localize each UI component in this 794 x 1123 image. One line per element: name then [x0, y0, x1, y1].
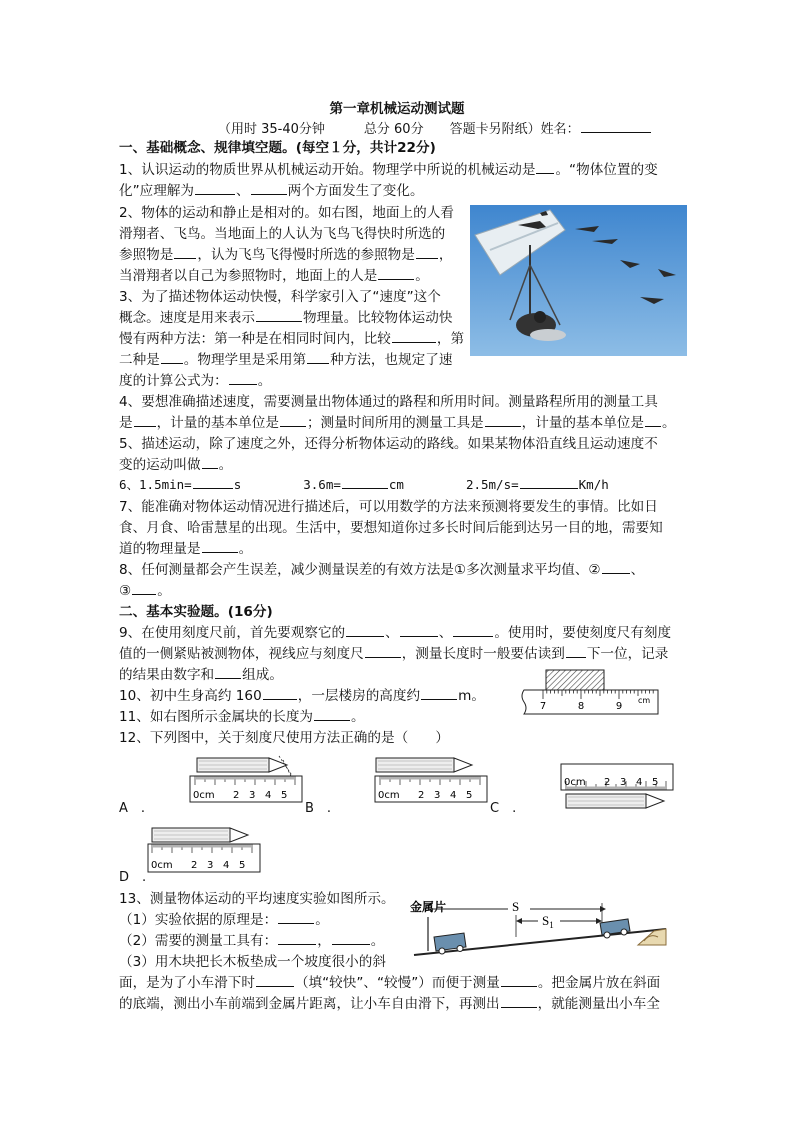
- option-b-ruler-label-3: 3: [434, 790, 441, 801]
- option-a-ruler-zero-label: 0cm: [193, 790, 215, 801]
- q13-line-1: 13、测量物体运动的平均速度实验如图所示。: [119, 891, 395, 907]
- q13-line-3: （2）需要的测量工具有： ， 。: [119, 933, 385, 949]
- q1-line-2: 化”应理解为 、 两个方面发生了变化。: [119, 183, 424, 199]
- option-b-figure: [372, 756, 490, 806]
- option-d-figure: [148, 826, 266, 876]
- metal-piece-label: 金属片: [410, 900, 447, 914]
- page-subtitle: （用时 35-40分钟 总分 60分 答题卡另附纸）姓名：: [218, 118, 652, 137]
- q2-line-1: 2、物体的运动和静止是相对的。如右图，地面上的人看: [119, 205, 454, 221]
- q7-line-2: 食、月食、哈雷慧星的出现。生活中，要想知道你过多长时间后能到达另一目的地，需要知: [119, 520, 663, 536]
- option-b-ruler-zero-label: 0cm: [378, 790, 400, 801]
- q8-line-1: 8、任何测量都会产生误差，减少测量误差的有效方法是①多次测量求平均值、② 、: [119, 562, 645, 578]
- ruler-label-8: 8: [577, 701, 585, 712]
- q13-line-5: 面，是为了小车滑下时 （填“较快”、“较慢”）而便于测量 。把金属片放在斜面: [119, 975, 661, 991]
- option-c-ruler-label-2: 2: [604, 777, 611, 788]
- metal-block-ruler-figure: [522, 668, 664, 726]
- q3-line-1: 3、为了描述物体运动快慢，科学家引入了“速度”这个: [119, 289, 441, 305]
- q4-line-1: 4、要想准确描述速度，需要测量出物体通过的路程和所用时间。测量路程所用的测量工具: [119, 394, 658, 410]
- option-d-label[interactable]: D .: [119, 870, 147, 885]
- option-c-ruler-label-3: 3: [620, 777, 627, 788]
- q2-line-2: 滑翔者、飞鸟。当地面上的人认为飞鸟飞得快时所选的: [119, 226, 446, 242]
- option-c-ruler-zero-label: 0cm: [564, 777, 586, 788]
- q6-line: 6、1.5min= s 3.6m= cm 2.5m/s= Km/h: [119, 477, 609, 492]
- q7-line-1: 7、能准确对物体运动情况进行描述后，可以用数学的方法来预测将要发生的事情。比如日: [119, 499, 658, 515]
- option-d-ruler-label-4: 4: [223, 860, 230, 871]
- q13-line-2: （1）实验依据的原理是： 。: [119, 912, 329, 928]
- option-b-ruler-label-2: 2: [418, 790, 425, 801]
- option-a-ruler-label-3: 3: [249, 790, 256, 801]
- distance-s1-label: $S_1$: [542, 913, 554, 930]
- q13-line-6: 的底端，测出小车前端到金属片距离，让小车自由滑下，再测出 ，就能测量出小车全: [119, 996, 660, 1012]
- q5-line-1: 5、描述运动，除了速度之外，还得分析物体运动的路线。如果某物体沿直线且运动速度不: [119, 436, 658, 452]
- option-b-label[interactable]: B .: [305, 801, 332, 816]
- option-a-ruler-label-2: 2: [233, 790, 240, 801]
- q3-line-4: 二种是 。物理学里是采用第 种方法，也规定了速: [119, 352, 453, 368]
- section-1-heading: 一、基础概念、规律填空题。(每空１分，共计22分): [119, 140, 436, 156]
- option-a-label[interactable]: A .: [119, 801, 146, 816]
- option-d-ruler-label-5: 5: [239, 860, 246, 871]
- q1-line-1: 1、认识运动的物质世界从机械运动开始。物理学中所说的机械运动是 。“物体位置的变: [119, 162, 658, 178]
- option-d-ruler-label-3: 3: [207, 860, 214, 871]
- q5-line-2: 变的运动叫做 。: [119, 457, 233, 473]
- q8-line-2: ③ 。: [119, 583, 171, 599]
- q2-line-4: 当滑翔者以自己为参照物时，地面上的人是 。: [119, 268, 429, 284]
- option-a-ruler-label-4: 4: [265, 790, 272, 801]
- option-a-figure: [187, 756, 305, 806]
- q11-line: 11、如右图所示金属块的长度为 。: [119, 709, 365, 725]
- q10-line: 10、初中生身高约 160 ，一层楼房的高度约 m。: [119, 688, 485, 704]
- q4-line-2: 是 ，计量的基本单位是 ；测量时间所用的测量工具是 ，计量的基本单位是 。: [119, 415, 676, 431]
- q3-line-5: 度的计算公式为： 。: [119, 373, 272, 389]
- option-c-label[interactable]: C .: [490, 801, 517, 816]
- option-d-ruler-zero-label: 0cm: [151, 860, 173, 871]
- q9-line-3: 的结果由数字和 组成。: [119, 667, 283, 683]
- page-title: 第一章机械运动测试题: [329, 101, 465, 117]
- q9-line-2: 值的一侧紧贴被测物体，视线应与刻度尺 ，测量长度时一般要估读到 下一位，记录: [119, 646, 669, 662]
- option-c-ruler-label-5: 5: [652, 777, 659, 788]
- section-2-heading: 二、基本实验题。(16分): [119, 604, 273, 620]
- ruler-label-9: 9: [615, 701, 623, 712]
- option-c-ruler-label-4: 4: [636, 777, 643, 788]
- ruler-label-7: 7: [539, 701, 547, 712]
- option-c-figure: [558, 762, 676, 812]
- q9-line-1: 9、在使用刻度尺前，首先要观察它的 、 、 。使用时，要使刻度尺有刻度: [119, 625, 672, 641]
- q12-line: 12、下列图中，关于刻度尺使用方法正确的是（ ）: [119, 730, 449, 746]
- option-a-ruler-label-5: 5: [281, 790, 288, 801]
- distance-s-label: S: [512, 899, 520, 914]
- q7-line-3: 道的物理量是 。: [119, 541, 253, 557]
- q13-line-4: （3）用木块把长木板垫成一个坡度很小的斜: [119, 954, 386, 970]
- q3-line-2: 概念。速度是用来表示 物理量。比较物体运动快: [119, 310, 453, 326]
- q2-line-3: 参照物是 ，认为飞鸟飞得慢时所选的参照物是 ，: [119, 247, 453, 263]
- incline-figure: [410, 893, 668, 955]
- option-b-ruler-label-5: 5: [466, 790, 473, 801]
- option-b-ruler-label-4: 4: [450, 790, 457, 801]
- distance-s1-subscript: 1: [549, 920, 554, 930]
- q3-line-3: 慢有两种方法：第一种是在相同时间内，比较 ，第: [119, 331, 465, 347]
- glider-photo: [470, 205, 687, 356]
- option-d-ruler-label-2: 2: [191, 860, 198, 871]
- ruler-label-cm: cm: [638, 696, 651, 705]
